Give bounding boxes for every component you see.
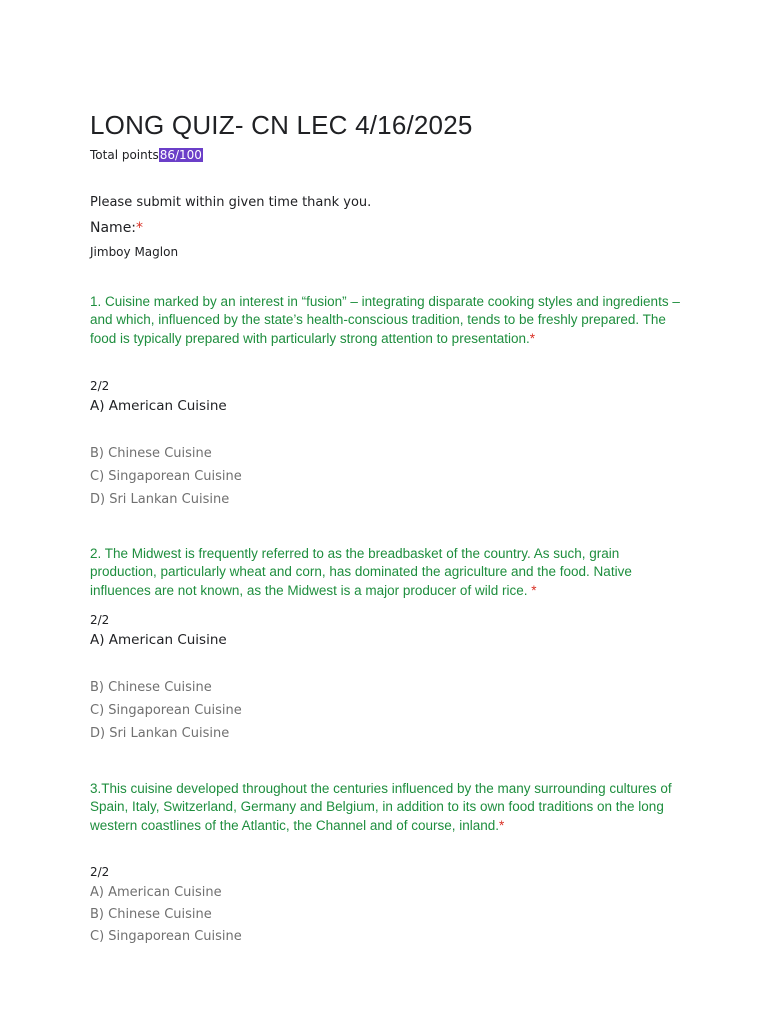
question-1-text <box>90 293 686 348</box>
required-mark: * <box>529 330 536 346</box>
required-mark: * <box>136 220 144 236</box>
question-3-option-a: A) American Cuisine <box>90 885 222 900</box>
total-points-label: Total points <box>90 148 159 162</box>
question-3-text <box>90 780 686 835</box>
name-field-label <box>90 220 143 236</box>
name-field-value: Jimboy Maglon <box>90 245 179 259</box>
question-1-score: 2/2 <box>90 379 110 393</box>
question-3-option-b: B) Chinese Cuisine <box>90 907 212 922</box>
question-3-score: 2/2 <box>90 865 110 879</box>
question-1-option-c: C) Singaporean Cuisine <box>90 469 242 484</box>
question-2-option-b: B) Chinese Cuisine <box>90 680 212 695</box>
question-3-option-c: C) Singaporean Cuisine <box>90 929 242 944</box>
question-text: 2. The Midwest is frequently referred to as the breadbasket of the country. As such, grain production, particularly wheat and corn, has dominated the agriculture and the food. Native influences are not known, as the Midwest is a major producer of wild rice. <box>90 546 632 598</box>
question-text: 3.This cuisine developed throughout the centuries influenced by the many surrounding cultures of Spain, Italy, Switzerland, Germany and Belgium, in addition to its own food traditions on the long western coastlines of the Atlantic, the Channel and of course, inland. <box>90 781 672 833</box>
question-1-option-a: A) American Cuisine <box>90 398 227 414</box>
question-1-option-d: D) Sri Lankan Cuisine <box>90 492 230 507</box>
question-2-option-c: C) Singaporean Cuisine <box>90 703 242 718</box>
required-mark: * <box>499 817 505 833</box>
quiz-title: LONG QUIZ- CN LEC 4/16/2025 <box>90 110 473 140</box>
question-2-option-a: A) American Cuisine <box>90 632 227 648</box>
name-label-text: Name: <box>90 220 137 236</box>
required-mark: * <box>531 582 537 598</box>
question-text: 1. Cuisine marked by an interest in “fusion” – integrating disparate cooking styles and ingredients – and which, influenced by the state’s health-conscious tradition, tends to be freshly prepared. The food is typically prepared with particularly strong attention to presentation. <box>90 294 680 346</box>
question-2-option-d: D) Sri Lankan Cuisine <box>90 726 230 741</box>
question-1-option-b: B) Chinese Cuisine <box>90 446 212 461</box>
question-2-score: 2/2 <box>90 613 110 627</box>
question-2-text <box>90 545 686 600</box>
total-points <box>90 148 203 162</box>
quiz-description: Please submit within given time thank you. <box>90 195 372 210</box>
total-points-value: 86/100 <box>159 148 202 162</box>
